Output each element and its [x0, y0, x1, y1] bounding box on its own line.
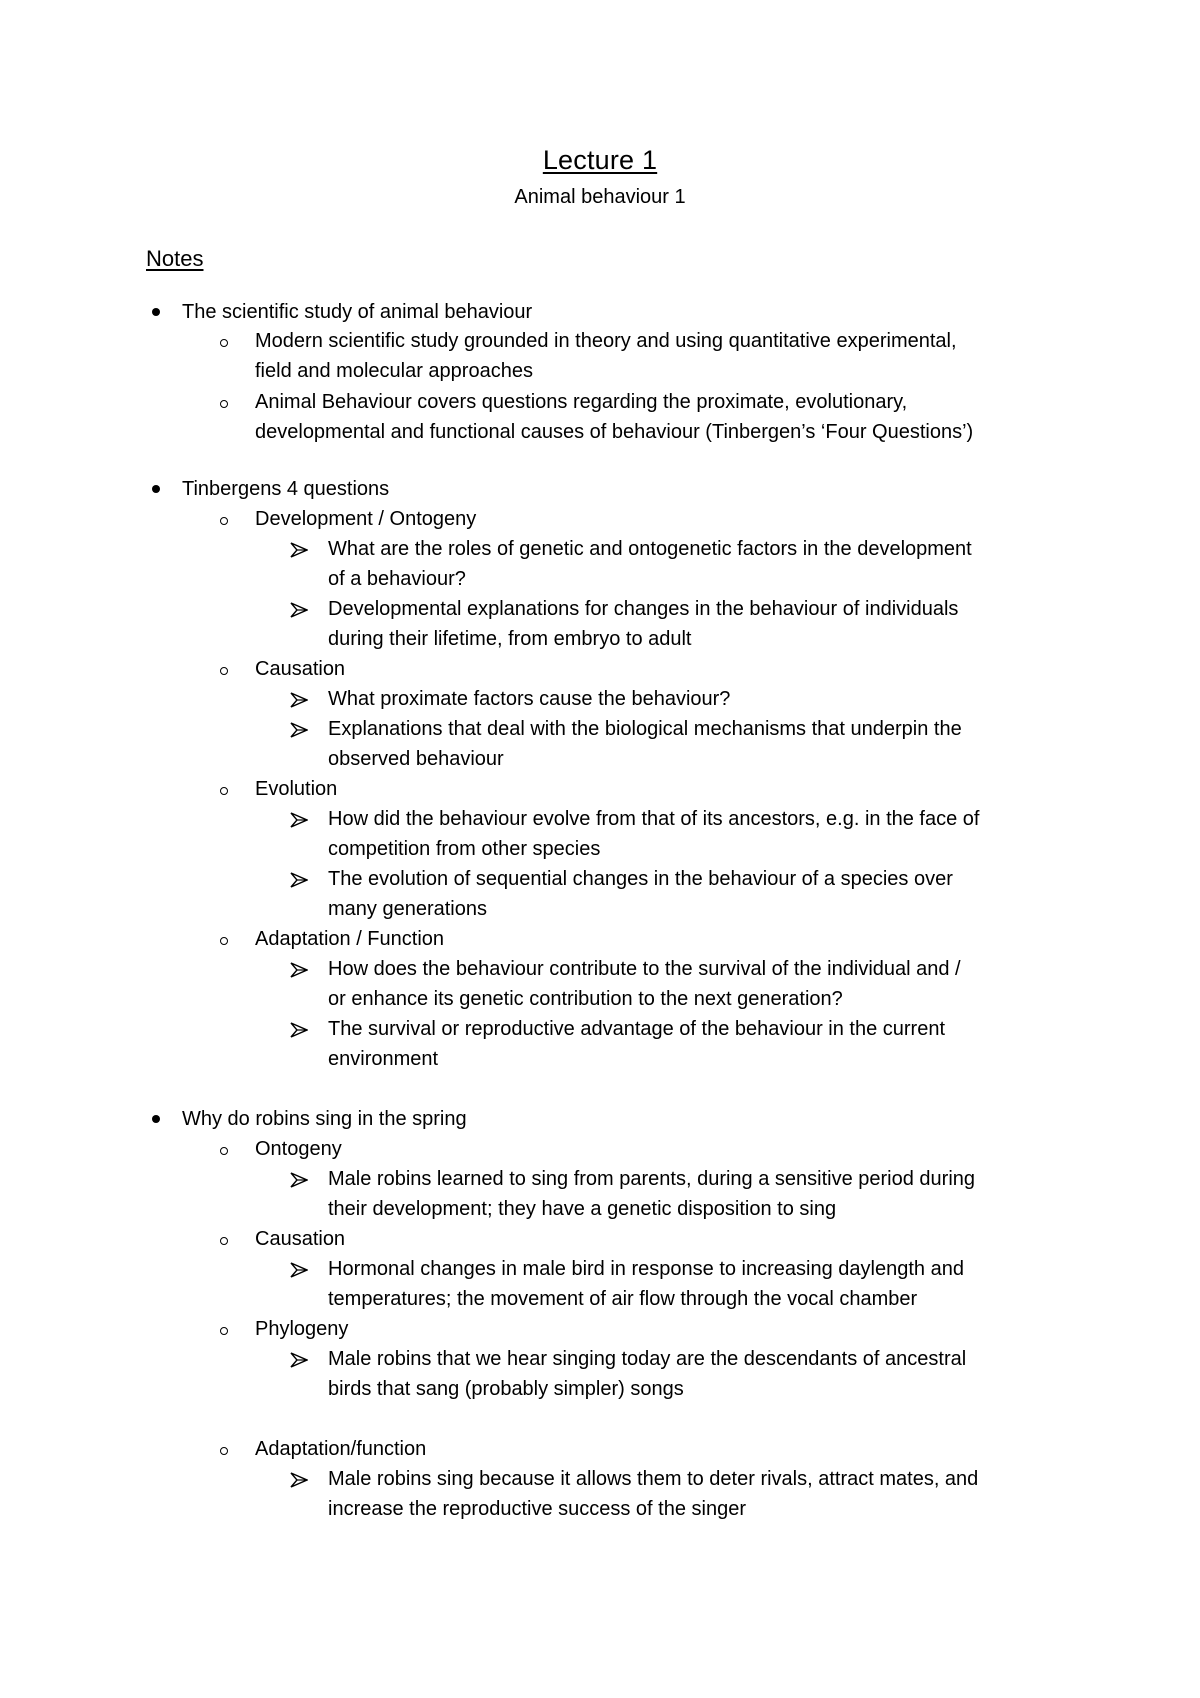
arrow-bullet-icon [290, 1352, 308, 1368]
note-line-level-2: field and molecular approaches [255, 360, 533, 382]
note-line-level-2: developmental and functional causes of behaviour (Tinbergen’s ‘Four Questions’) [255, 421, 974, 443]
note-line-level-3: during their lifetime, from embryo to adult [328, 628, 692, 650]
note-line-level-3: competition from other species [328, 838, 601, 860]
note-line-level-2: Causation [255, 658, 346, 680]
note-line-level-1: Why do robins sing in the spring [182, 1108, 467, 1130]
note-line-level-2: Causation [255, 1228, 346, 1250]
note-line-level-3: How did the behaviour evolve from that of its ancestors, e.g. in the face of [328, 808, 980, 830]
note-line-level-3: How does the behaviour contribute to the survival of the individual and / [328, 958, 961, 980]
bullet-circle-icon [220, 517, 228, 525]
bullet-circle-icon [220, 1237, 228, 1245]
bullet-dot-icon [152, 1115, 160, 1123]
note-line-level-3: temperatures; the movement of air flow through the vocal chamber [328, 1288, 918, 1310]
bullet-dot-icon [152, 485, 160, 493]
note-line-level-3: Male robins that we hear singing today are the descendants of ancestral [328, 1348, 967, 1370]
bullet-circle-icon [220, 400, 228, 408]
note-line-level-3: of a behaviour? [328, 568, 466, 590]
arrow-bullet-icon [290, 1022, 308, 1038]
bullet-circle-icon [220, 1327, 228, 1335]
note-line-level-3: Hormonal changes in male bird in response to increasing daylength and [328, 1258, 964, 1280]
note-line-level-3: their development; they have a genetic disposition to sing [328, 1198, 837, 1220]
bullet-circle-icon [220, 787, 228, 795]
arrow-bullet-icon [290, 872, 308, 888]
note-line-level-3: The survival or reproductive advantage of the behaviour in the current [328, 1018, 946, 1040]
bullet-circle-icon [220, 937, 228, 945]
page-title: Lecture 1 [542, 145, 658, 175]
note-line-level-2: Animal Behaviour covers questions regarding the proximate, evolutionary, [255, 391, 908, 413]
note-line-level-3: many generations [328, 898, 487, 920]
bullet-circle-icon [220, 1147, 228, 1155]
arrow-bullet-icon [290, 1172, 308, 1188]
note-line-level-2: Adaptation / Function [255, 928, 445, 950]
bullet-circle-icon [220, 1447, 228, 1455]
bullet-circle-icon [220, 339, 228, 347]
notes-heading: Notes [146, 246, 204, 271]
note-line-level-2: Modern scientific study grounded in theory and using quantitative experimental, [255, 330, 957, 352]
note-line-level-3: birds that sang (probably simpler) songs [328, 1378, 684, 1400]
note-line-level-3: environment [328, 1048, 439, 1070]
note-line-level-2: Ontogeny [255, 1138, 342, 1160]
arrow-bullet-icon [290, 1472, 308, 1488]
arrow-bullet-icon [290, 812, 308, 828]
bullet-dot-icon [152, 308, 160, 316]
note-line-level-3: Developmental explanations for changes in the behaviour of individuals [328, 598, 959, 620]
note-line-level-3: or enhance its genetic contribution to the next generation? [328, 988, 843, 1010]
arrow-bullet-icon [290, 962, 308, 978]
note-line-level-3: The evolution of sequential changes in the behaviour of a species over [328, 868, 953, 890]
arrow-bullet-icon [290, 542, 308, 558]
page-subtitle: Animal behaviour 1 [514, 186, 686, 208]
note-line-level-3: Male robins learned to sing from parents, during a sensitive period during [328, 1168, 976, 1190]
note-line-level-1: The scientific study of animal behaviour [182, 301, 533, 323]
note-line-level-2: Phylogeny [255, 1318, 349, 1340]
note-line-level-3: Male robins sing because it allows them to deter rivals, attract mates, and [328, 1468, 979, 1490]
note-line-level-3: What proximate factors cause the behaviour? [328, 688, 731, 710]
arrow-bullet-icon [290, 602, 308, 618]
arrow-bullet-icon [290, 722, 308, 738]
bullet-circle-icon [220, 667, 228, 675]
note-line-level-3: Explanations that deal with the biological mechanisms that underpin the [328, 718, 962, 740]
note-line-level-3: What are the roles of genetic and ontogenetic factors in the development [328, 538, 972, 560]
note-line-level-3: increase the reproductive success of the singer [328, 1498, 746, 1520]
arrow-bullet-icon [290, 692, 308, 708]
arrow-bullet-icon [290, 1262, 308, 1278]
note-line-level-2: Evolution [255, 778, 338, 800]
note-line-level-2: Adaptation/function [255, 1438, 427, 1460]
note-line-level-2: Development / Ontogeny [255, 508, 477, 530]
note-line-level-3: observed behaviour [328, 748, 504, 770]
note-line-level-1: Tinbergens 4 questions [182, 478, 390, 500]
